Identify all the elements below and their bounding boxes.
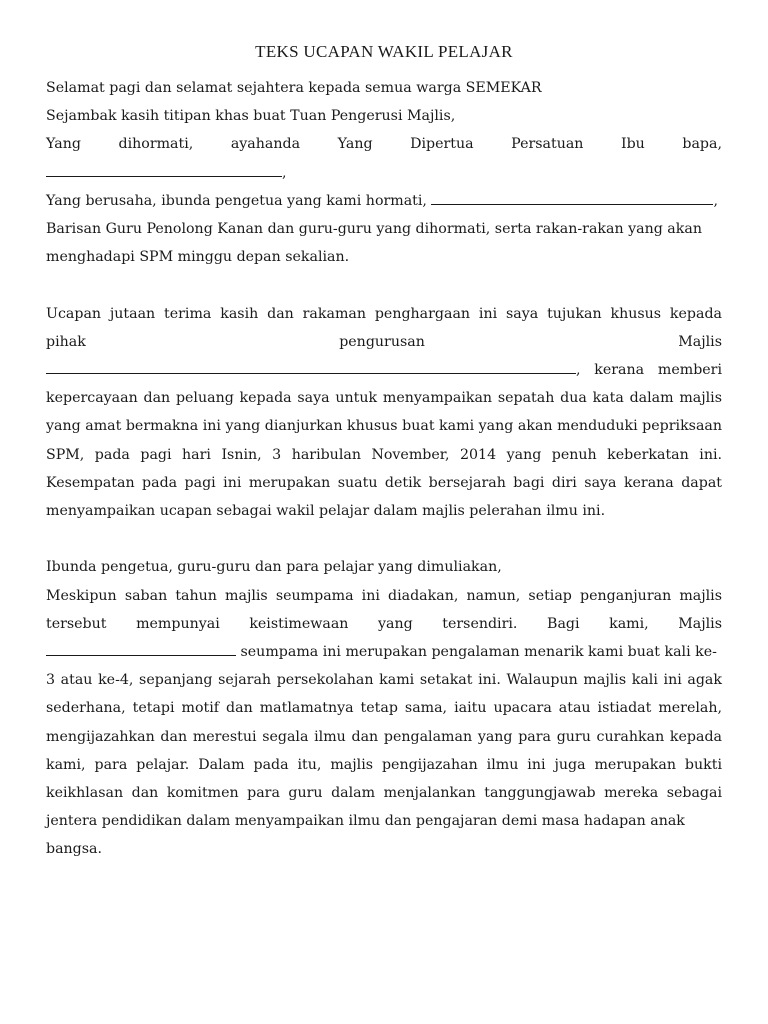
- greeting-line-3: [46, 130, 722, 158]
- word: tersendiri.: [442, 615, 518, 632]
- word: memberi: [657, 362, 722, 379]
- greeting-line-1: Selamat pagi dan selamat sejahtera kepada semua warga SEMEKAR: [46, 80, 542, 96]
- word: ayahanda: [230, 136, 301, 153]
- paragraph-3-line-2: Meskipun saban tahun majlis seumpama ini diadakan, namun, setiap penganjuran majlis: [46, 587, 722, 604]
- word: Dipertua: [410, 136, 474, 153]
- paragraph-3-line-1: Ibunda pengetua, guru-guru dan para pelajar yang dimuliakan,: [46, 559, 502, 576]
- fill-in-blank-pengetua: [431, 190, 713, 205]
- fill-in-blank-yang-dipertua: [46, 162, 282, 177]
- word: keistimewaan: [249, 615, 349, 632]
- greeting-line-2: Sejambak kasih titipan khas buat Tuan Pengerusi Majlis,: [46, 108, 456, 125]
- word: kami,: [609, 615, 649, 632]
- paragraph-2-body: kepercayaan dan peluang kepada saya untuk menyampaikan sepatah dua kata dalam majlis yang amat bermakna ini yang dianjurkan khusus buat kami yang akan menduduki pepriksaan SPM, pada pagi hari Isnin, 3 haribulan November, 2014 yang penuh keberkatan ini. Kesempatan pada pagi ini merupakan suatu detik bersejarah bagi diri saya kerana dapat menyampaikan ucapan sebagai wakil pelajar dalam majlis pelerahan ilmu ini.: [46, 390, 722, 520]
- paragraph-3-last-line: bangsa.: [46, 841, 103, 858]
- trailing-comma: ,: [282, 164, 287, 181]
- word: Majlis: [678, 615, 722, 632]
- greeting-line-5: [46, 187, 722, 215]
- trailing-comma: ,: [576, 362, 581, 379]
- word: mempunyai: [136, 615, 220, 632]
- fill-in-blank-majlis: [46, 359, 576, 374]
- word: Majlis: [678, 333, 722, 350]
- word: pengurusan: [339, 333, 425, 350]
- paragraph-3-line-4-text: seumpama ini merupakan pengalaman menarik kami buat kali ke-: [236, 644, 717, 661]
- word: Persatuan: [511, 136, 584, 153]
- paragraph-3-body: 3 atau ke-4, sepanjang sejarah persekolahan kami setakat ini. Walaupun majlis kali ini agak sederhana, tetapi motif dan matlamatnya tetap sama, iaitu upacara atau istiadat merelah, mengijazahkan dan merestui segala ilmu dan pengalaman yang para guru curahkan kepada kami, para pelajar. Dalam pada itu, majlis pengijazahan ilmu ini juga merupakan bukti keikhlasan dan komitmen para guru dalam menjalankan tanggungjawab mereka sebagai jentera pendidikan dalam menyampaikan ilmu dan pengajaran demi masa hadapan anak: [46, 672, 722, 830]
- paragraph-3-line-4: [46, 638, 722, 666]
- word: bapa,: [682, 136, 722, 153]
- document-title: TEKS UCAPAN WAKIL PELAJAR: [255, 42, 513, 61]
- greeting-line-7: menghadapi SPM minggu depan sekalian.: [46, 249, 350, 266]
- word: yang: [378, 615, 413, 632]
- word: Bagi: [547, 615, 580, 632]
- word: tersebut: [46, 615, 107, 632]
- word: pihak: [46, 333, 86, 350]
- blank-group: [46, 356, 581, 384]
- word: kerana: [594, 362, 645, 379]
- fill-in-blank-majlis-name: [46, 641, 236, 656]
- greeting-line-4: [46, 159, 722, 187]
- word: Ibu: [621, 136, 645, 153]
- paragraph-2-line-1: Ucapan jutaan terima kasih dan rakaman penghargaan ini saya tujukan khusus kepada: [46, 305, 722, 322]
- word: Yang: [337, 136, 373, 153]
- greeting-line-5-text: Yang berusaha, ibunda pengetua yang kami hormati,: [46, 192, 432, 209]
- paragraph-3-line-3: [46, 610, 722, 638]
- paragraph-2-line-3: [46, 356, 722, 384]
- paragraph-2-line-2: [46, 328, 722, 356]
- paragraph-gap: [46, 271, 722, 299]
- word: Yang: [46, 136, 81, 153]
- trailing-comma: ,: [713, 192, 718, 209]
- greeting-line-6: Barisan Guru Penolong Kanan dan guru-guru yang dihormati, serta rakan-rakan yang akan: [46, 221, 702, 238]
- paragraph-gap: [46, 525, 722, 553]
- word: dihormati,: [118, 136, 194, 153]
